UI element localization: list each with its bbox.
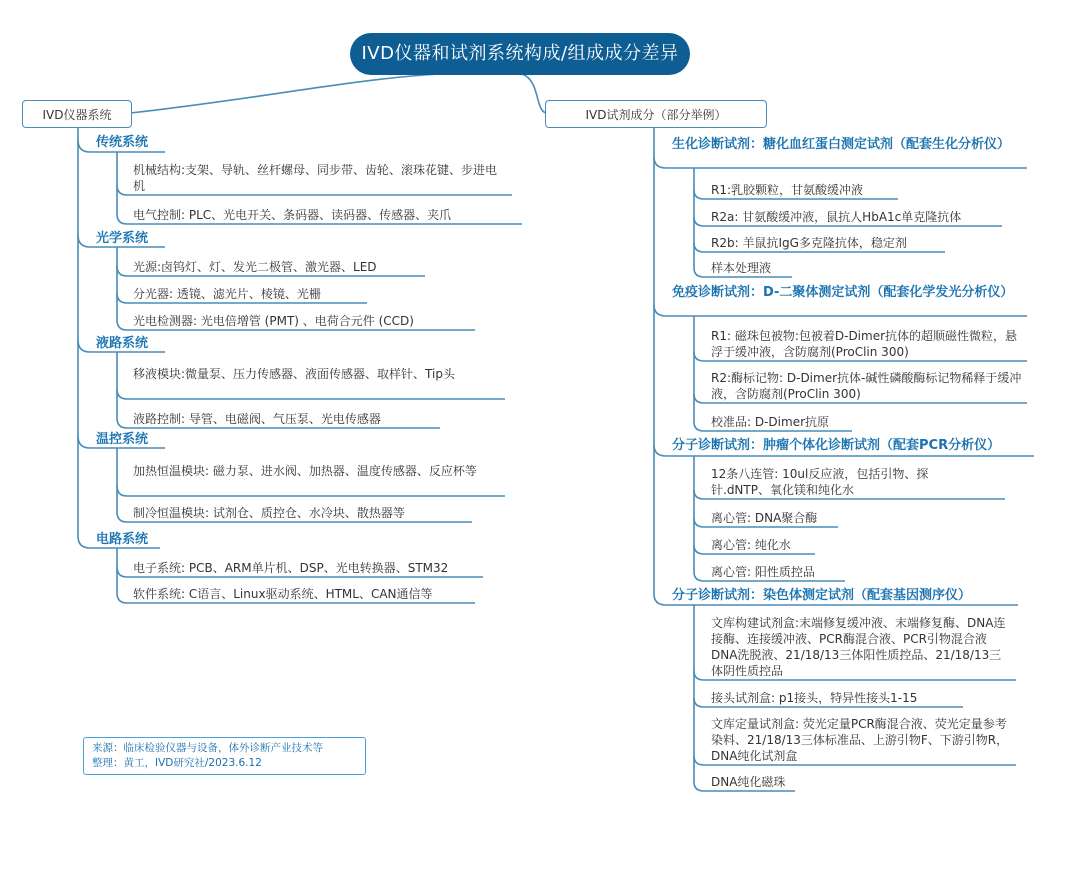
root-title: IVD仪器和试剂系统构成/组成成分差异 [361, 43, 679, 64]
leaf-immuno-r2[interactable]: R2:酶标记物: D-Dimer抗体-碱性磷酸酶标记物稀释于缓冲液，含防腐剂(ProClin 300) [711, 371, 1022, 401]
category-traditional-system[interactable]: 传统系统 [96, 135, 149, 150]
leaf-software-system[interactable]: 软件系统: C语言、Linux驱动系统、HTML、CAN通信等 [133, 587, 433, 601]
leaf-8-strip-tube[interactable]: 12条八连管: 10ul反应液，包括引物、探针.dNTP、氧化镁和纯化水 [711, 467, 929, 497]
category-chromosome-reagent[interactable]: 分子诊断试剂：染色体测定试剂（配套基因测序仪） [672, 588, 972, 603]
category-tumor-molecular-reagent[interactable]: 分子诊断试剂：肿瘤个体化诊断试剂（配套PCR分析仪） [672, 438, 1001, 453]
branch-label: IVD仪器系统 [42, 108, 112, 122]
leaf-r1[interactable]: R1:乳胶颗粒，甘氨酸缓冲液 [711, 183, 864, 197]
leaf-light-source[interactable]: 光源:卤钨灯、灯、发光二极管、激光器、LED [133, 260, 377, 274]
leaf-heating-module[interactable]: 加热恒温模块: 磁力泵、进水阀、加热器、温度传感器、反应杯等 [133, 464, 477, 478]
source-note [83, 737, 366, 775]
category-biochemical-reagent[interactable]: 生化诊断试剂：糖化血红蛋白测定试剂（配套生化分析仪） [672, 137, 1011, 152]
leaf-spectroscope[interactable]: 分光器: 透镜、滤光片、棱镜、光栅 [133, 287, 321, 301]
leaf-calibrator[interactable]: 校准品: D-Dimer抗原 [711, 415, 830, 429]
leaf-dna-magnetic-beads[interactable]: DNA纯化磁珠 [711, 775, 786, 789]
leaf-positive-control[interactable]: 离心管: 阳性质控品 [711, 565, 815, 579]
leaf-electrical-control[interactable]: 电气控制: PLC、光电开关、条码器、读码器、传感器、夹爪 [133, 208, 452, 222]
source-line: 来源：临床检验仪器与设备，体外诊断产业技术等 [92, 742, 323, 754]
leaf-mechanical-structure[interactable]: 机械结构:支架、导轨、丝杆螺母、同步带、齿轮、滚珠花键、步进电机 [133, 163, 498, 193]
leaf-dna-polymerase[interactable]: 离心管: DNA聚合酶 [711, 511, 818, 525]
leaf-sample-treatment[interactable]: 样本处理液 [711, 261, 772, 275]
leaf-electronic-system[interactable]: 电子系统: PCB、ARM单片机、DSP、光电转换器、STM32 [133, 561, 449, 575]
branch-reagent-components[interactable] [545, 100, 767, 128]
branch-label: IVD试剂成分（部分举例） [585, 108, 727, 122]
leaf-library-construction-kit[interactable]: 文库构建试剂盒:末端修复缓冲液、末端修复酶、DNA连接酶、连接缓冲液、PCR酶混合液、PCR引物混合液DNA洗脱液、21/18/13三体阳性质控品、21/18/13三体阴性质控品 [711, 616, 1006, 678]
category-temperature-system[interactable]: 温控系统 [96, 432, 149, 447]
leaf-photodetector[interactable]: 光电检测器: 光电倍增管 (PMT) 、电荷合元件 (CCD) [133, 314, 414, 328]
leaf-library-quant-kit[interactable]: 文库定量试剂盒: 荧光定量PCR酶混合液、荧光定量参考染料、21/18/13三体标准品、上游引物F、下游引物R，DNA纯化试剂盒 [711, 717, 1009, 763]
leaf-r2a[interactable]: R2a: 甘氨酸缓冲液，鼠抗人HbA1c单克隆抗体 [711, 210, 962, 224]
category-circuit-system[interactable]: 电路系统 [96, 532, 149, 547]
leaf-fluid-control[interactable]: 液路控制: 导管、电磁阀、气压泵、光电传感器 [133, 412, 381, 426]
root-topic[interactable] [350, 33, 690, 75]
leaf-immuno-r1[interactable]: R1: 磁珠包被物:包被着D-Dimer抗体的超顺磁性微粒，悬浮于缓冲液，含防腐剂(ProClin 300) [711, 329, 1018, 359]
leaf-r2b[interactable]: R2b: 羊鼠抗IgG多克隆抗体，稳定剂 [711, 236, 907, 250]
leaf-purified-water[interactable]: 离心管: 纯化水 [711, 538, 791, 552]
compiler-line: 整理：黄工，IVD研究社/2023.6.12 [92, 757, 262, 769]
leaf-cooling-module[interactable]: 制冷恒温模块: 试剂仓、质控仓、水冷块、散热器等 [133, 506, 405, 520]
category-fluidic-system[interactable]: 液路系统 [96, 336, 149, 351]
category-immuno-reagent[interactable]: 免疫诊断试剂：D-二聚体测定试剂（配套化学发光分析仪） [672, 285, 1014, 300]
category-optical-system[interactable]: 光学系统 [96, 231, 149, 246]
leaf-pipetting-module[interactable]: 移液模块:微量泵、压力传感器、液面传感器、取样针、Tip头 [133, 367, 455, 381]
leaf-adapter-kit[interactable]: 接头试剂盒: p1接头，特异性接头1-15 [711, 691, 918, 705]
branch-instrument-system[interactable] [22, 100, 132, 128]
